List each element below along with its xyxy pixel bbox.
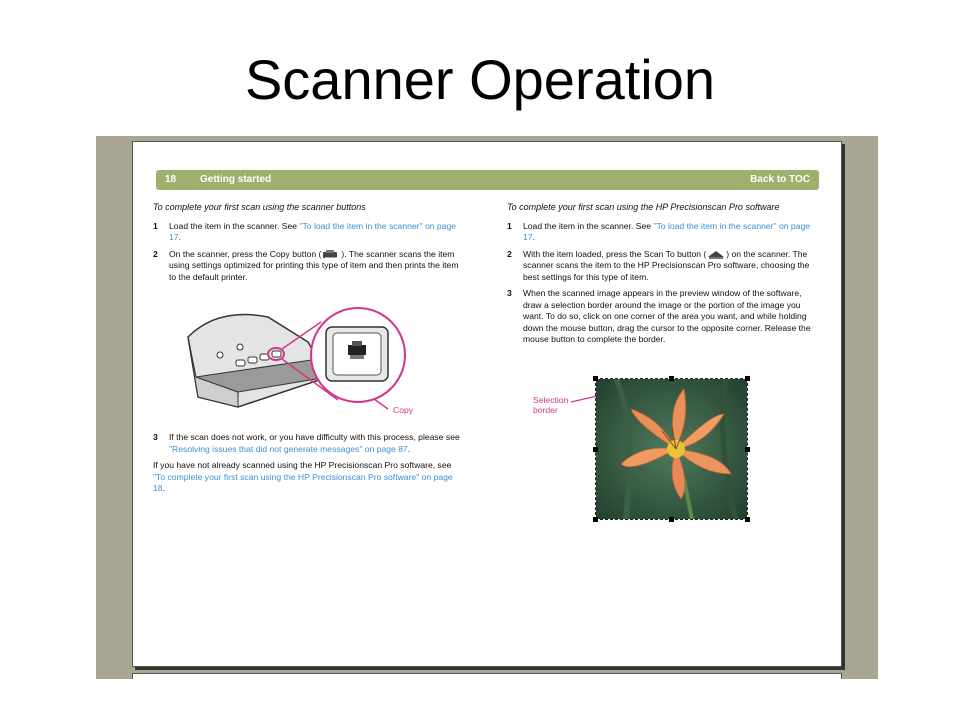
left-column [153, 202, 463, 288]
right-heading: To complete your first scan using the HP Precisionscan Pro software [507, 202, 780, 212]
left-step-3 [153, 432, 463, 455]
right-column [507, 202, 819, 351]
step-number: 1 [153, 220, 158, 231]
step-text: Load the item in the scanner. See [523, 220, 654, 231]
selection-handle[interactable] [745, 376, 750, 381]
selection-border-callout [533, 395, 568, 415]
document-viewer[interactable] [96, 136, 878, 679]
selection-handle[interactable] [669, 517, 674, 522]
step-end: . [178, 232, 181, 242]
step-number: 3 [153, 432, 158, 442]
right-step-1 [507, 221, 819, 244]
right-step-3 [507, 288, 819, 346]
section-title: Getting started [200, 174, 272, 185]
load-item-link[interactable]: "To load the item in the scanner" on page 17 [169, 220, 457, 242]
callout-line-1: Selection [533, 395, 569, 405]
step-text: When the scanned image appears in the preview window of the software, draw a selection border around the image or the portion of the image you want. To do so, click on one corner of the area you want, and while holding down the mouse button, drag the cursor to the opposite corner. Release the mouse button to complete the border. [523, 288, 811, 344]
flower-photo [596, 379, 747, 519]
scanner-illustration [178, 297, 448, 422]
left-note [153, 460, 463, 495]
step-end: . [532, 232, 535, 242]
step-number: 1 [507, 220, 512, 231]
copy-button-icon [321, 249, 341, 260]
step-number: 2 [153, 248, 158, 259]
load-item-link[interactable]: "To load the item in the scanner" on page 17 [523, 220, 811, 242]
step-end: . [407, 443, 411, 454]
selection-handle[interactable] [745, 447, 750, 452]
slide-title: Scanner Operation [244, 48, 716, 111]
step-text-cont: ) on the scanner. The scanner scans the item to the HP Precisionscan Pro software, choosing the best settings for this type of item. [523, 248, 810, 282]
selection-handle[interactable] [745, 517, 750, 522]
step-text-cont: ). The scanner scans the item using settings optimized for printing this type of item and then prints the item to the default printer. [169, 248, 459, 282]
step-number: 2 [507, 248, 512, 259]
step-text: On the scanner, press the Copy button ( [169, 248, 322, 259]
scanned-flower-image[interactable] [595, 378, 748, 520]
copy-callout-label: Copy [393, 405, 414, 415]
selection-handle[interactable] [669, 376, 674, 381]
resolving-issues-link[interactable]: "Resolving issues that did not generate messages" on page 87 [169, 443, 408, 454]
left-step-3-block [153, 432, 463, 495]
next-page-edge [132, 673, 842, 679]
left-step-1 [153, 221, 463, 244]
left-step-2 [153, 249, 463, 284]
step-text: With the item loaded, press the Scan To button ( [523, 248, 707, 259]
selection-handle[interactable] [593, 447, 598, 452]
left-heading: To complete your first scan using the scanner buttons [153, 202, 366, 212]
step-text: Load the item in the scanner. See [169, 220, 300, 231]
callout-line-2: border [533, 405, 558, 415]
right-step-2 [507, 249, 819, 284]
scan-to-button-icon [706, 249, 726, 260]
precisionscan-link[interactable]: "To complete your first scan using the HP Precisionscan Pro software" on page 18 [153, 471, 453, 493]
note-text: If you have not already scanned using the HP Precisionscan Pro software, see [153, 460, 452, 470]
selection-handle[interactable] [593, 517, 598, 522]
back-to-toc-link[interactable]: Back to TOC [750, 174, 810, 185]
step-number: 3 [507, 288, 512, 298]
selection-handle[interactable] [593, 376, 598, 381]
page-number: 18 [165, 174, 177, 185]
note-end: . [162, 483, 165, 493]
step-text: If the scan does not work, or you have difficulty with this process, please see [169, 432, 460, 442]
manual-page [132, 141, 842, 667]
page-header-bar [156, 170, 819, 190]
